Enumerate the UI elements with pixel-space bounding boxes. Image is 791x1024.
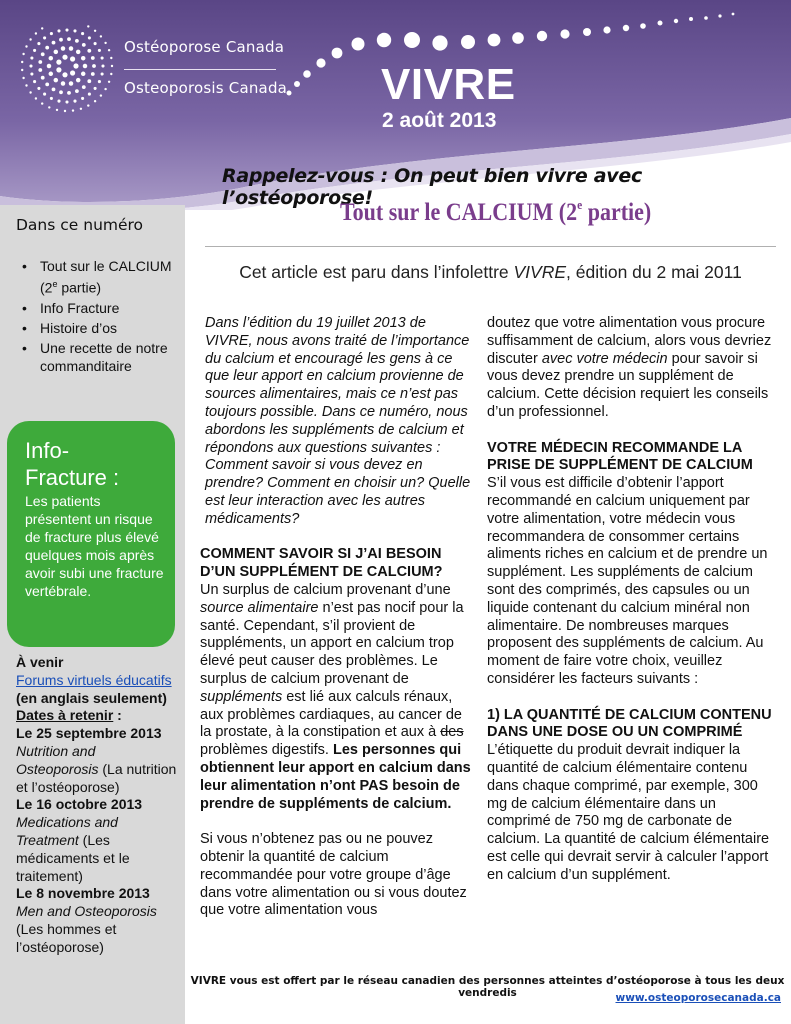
sidebar-title: Dans ce numéro xyxy=(16,216,144,234)
article-intro: Cet article est paru dans l’infolettre VIVRE, édition du 2 mai 2011 xyxy=(239,262,742,282)
article-paragraph: S’il vous est difficile d’obtenir l’apport recommandé en calcium uniquement par votre alimentation, votre médecin vous recommandera de consommer certains aliments riches en calcium et de prendre un supplément. Les suppléments de calcium sont des comprimés, des capsules ou un liquide contenant du calcium minéral non alimentaire. De nombreuses marques proposent des suppléments de calcium. Au moment de faire votre choix, veuillez considérer les facteurs suivants : xyxy=(487,475,768,687)
arc-dot xyxy=(377,33,391,47)
article-paragraph: Un surplus de calcium provenant d’une source alimentaire n’est pas nocif pour la santé. Cependant, s’il provient de suppléments, un apport en calcium trop élevé peut causer des problèmes. Le surplus de calcium provenant de suppléments est lié aux calculs rénaux, aux problèmes cardiaques, au cancer de la prostate, à la constipation et aux à des problèmes digestifs. Les personnes qui obtiennent leur apport en calcium dans leur alimentation n’ont PAS besoin de prendre de suppléments de calcium. xyxy=(200,581,471,812)
website-link[interactable]: www.osteoporosecanada.ca xyxy=(615,992,781,1004)
arc-dot xyxy=(287,91,292,96)
event-title-en: Nutrition and Osteoporosis xyxy=(16,742,99,777)
arc-dot xyxy=(658,21,663,26)
issue-date: 2 août 2013 xyxy=(382,109,497,132)
section-heading: VOTRE MÉDECIN RECOMMANDE LA PRISE DE SUPPLÉMENT DE CALCIUM xyxy=(487,439,753,474)
arc-dot xyxy=(537,31,547,41)
event-title-fr: (Les hommes et l’ostéoporose) xyxy=(16,920,117,955)
tagline: Rappelez-vous : On peut bien vivre avec l’ostéoporose! xyxy=(222,165,642,209)
org-name-divider xyxy=(124,69,276,70)
info-box-text: Les patients présentent un risque de fracture plus élevé quelques mois après avoir subi une fracture vertébrale. xyxy=(25,493,164,599)
event-title-fr: (La nutrition et l’ostéoporose) xyxy=(16,760,177,795)
events-heading: À venir xyxy=(16,654,64,670)
section-heading: COMMENT SAVOIR SI J’AI BESOIN D’UN SUPPLÉMENT DE CALCIUM? xyxy=(200,546,443,581)
arc-dot xyxy=(718,14,721,17)
arc-dot xyxy=(640,23,646,29)
arc-dot xyxy=(432,35,447,50)
arc-dot xyxy=(303,70,311,78)
org-name-en: Osteoporosis Canada xyxy=(124,79,288,97)
article-paragraph: Si vous n’obtenez pas ou ne pouvez obtenir la quantité de calcium recommandée pour votre groupe d’âge dans votre alimentation ou si vous doutez que votre alimentation vous xyxy=(200,831,467,919)
table-of-contents xyxy=(20,257,178,377)
event-title-en: Medications and Treatment xyxy=(16,814,118,848)
arc-dot xyxy=(512,32,524,44)
arc-dot xyxy=(732,13,735,16)
event-date: Le 16 octobre 2013 xyxy=(16,796,143,813)
arc-dot xyxy=(332,48,343,59)
arc-dot xyxy=(603,26,610,33)
dates-heading: Dates à retenir xyxy=(16,707,114,724)
upcoming-events: À venir Forums virtuels éducatifs (en anglais seulement) Dates à retenir : Le 25 septembre 2013 Nutrition and Osteoporosis (La nutrition et l’ostéoporose) Le 16 octobre 2013 Medications and Treatment (Les médicaments et le traitement) Le 8 novembre 2013 Men and Osteoporosis (Les hommes et l’ostéoporose) xyxy=(16,654,177,955)
article-column-2 xyxy=(487,315,776,885)
arc-dot xyxy=(316,58,325,67)
toc-item: • Une recette de notre commanditaire xyxy=(20,339,178,375)
arc-dot xyxy=(404,32,420,48)
org-name-fr: Ostéoporose Canada xyxy=(124,38,285,56)
article-column-1 xyxy=(200,315,476,920)
event-title-en: Men and Osteoporosis xyxy=(16,903,157,920)
event-title-fr: (Les médicaments et le traitement) xyxy=(16,831,130,884)
article-paragraph: doutez que votre alimentation vous procure suffisamment de calcium, alors vous devriez discuter avec votre médecin pour savoir si vous devez prendre un supplément de calcium. Cette décision requiert les conseils d’un professionnel. xyxy=(487,315,772,420)
footer-note: VIVRE vous est offert par le réseau canadien des personnes atteintes d’ostéoporose à tous les deux vendredis xyxy=(190,975,785,999)
article-paragraph: 1) LA QUANTITÉ DE CALCIUM CONTENU DANS UNE DOSE OU UN COMPRIMÉ L’étiquette du produit devrait indiquer la quantité de calcium élémentaire contenu dans chaque comprimé, par exemple, 300 mg de calcium élémentaire dans un comprimé de 750 mg de carbonate de calcium. La quantité de calcium élémentaire est celle qui devrait servir à calculer l’apport en calcium d’un supplément. xyxy=(487,706,772,883)
arc-dot xyxy=(488,34,501,47)
forum-language-note: (en anglais seulement) xyxy=(16,689,167,706)
article-headline: Tout sur le CALCIUM (2e partie) xyxy=(340,197,652,226)
toc-item: • Info Fracture xyxy=(20,299,178,317)
arc-dot xyxy=(461,35,475,49)
toc-item: • Histoire d’os xyxy=(20,319,178,337)
arc-dot xyxy=(560,29,569,38)
arc-dot xyxy=(352,38,365,51)
virtual-forums-link[interactable]: Forums virtuels éducatifs xyxy=(16,671,172,688)
info-box-title: Info- Fracture : xyxy=(25,438,120,490)
arc-dot xyxy=(674,19,678,23)
arc-dot xyxy=(294,81,300,87)
section-heading: 1) LA QUANTITÉ DE CALCIUM CONTENU DANS UNE DOSE OU UN COMPRIMÉ xyxy=(487,706,772,741)
event-date: Le 8 novembre 2013 xyxy=(16,885,150,902)
arc-dot xyxy=(583,28,591,36)
article-lead: Dans l’édition du 19 juillet 2013 de VIVRE, nous avons traité de l’importance du calcium et encouragé les gens à ce que leur apport en calcium provienne de sources alimentaires, mais ce n’est pas toujours possible. Dans ce numéro, nous abordons les suppléments de calcium et répondons aux questions suivantes : Comment savoir si vous devez en prendre? Comment en choisir un? Quelle est leur interaction avec les autres médicaments? xyxy=(205,315,471,527)
arc-dot xyxy=(704,16,708,20)
info-fracture-box xyxy=(7,421,175,647)
event-date: Le 25 septembre 2013 xyxy=(16,725,162,742)
headline-divider xyxy=(205,246,776,247)
arc-dot xyxy=(623,25,629,31)
arc-dot xyxy=(689,17,693,21)
newsletter-title: VIVRE xyxy=(381,60,516,109)
toc-item: • Tout sur le CALCIUM (2e partie) xyxy=(20,257,178,297)
